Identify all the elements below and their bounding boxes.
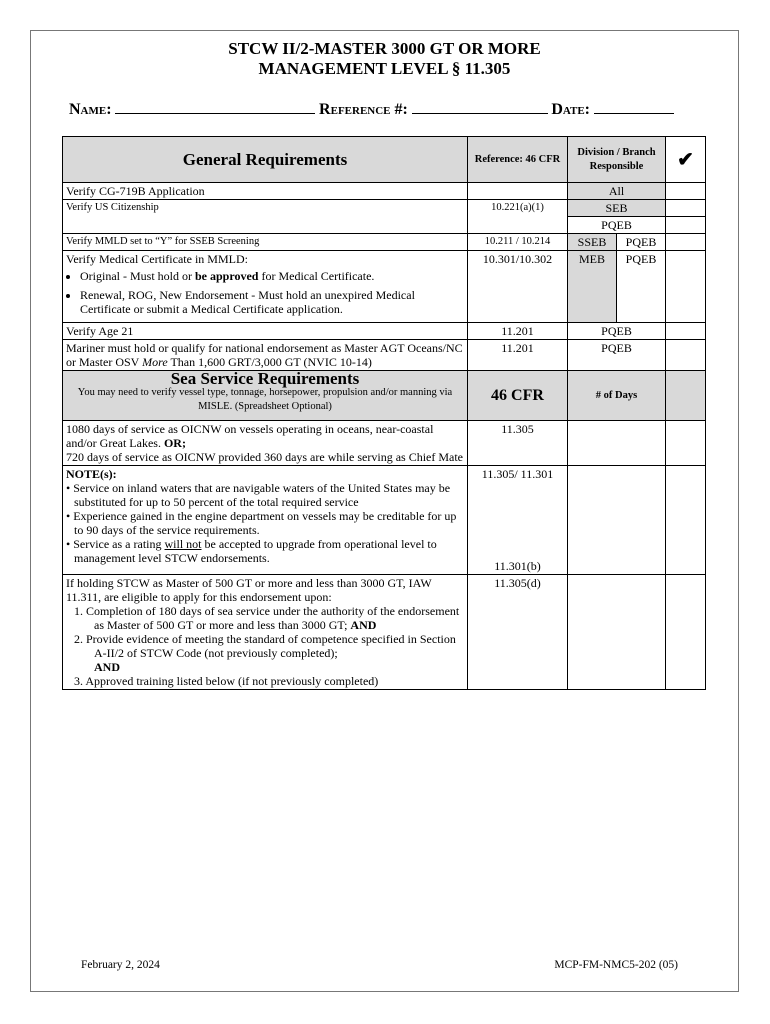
reference-label: Reference #: bbox=[319, 101, 408, 118]
holding-item: Approved training listed below (if not previously completed) bbox=[85, 674, 379, 688]
row-text bbox=[63, 340, 468, 371]
title-line-1: STCW II/2-MASTER 3000 GT OR MORE bbox=[228, 39, 541, 58]
table-row bbox=[63, 323, 706, 340]
row-text: Verify US Citizenship bbox=[63, 200, 468, 234]
reference-header: Reference: 46 CFR bbox=[468, 137, 568, 183]
division-header: Division / Branch Responsible bbox=[568, 137, 666, 183]
list-item: • Service on inland waters that are navigable waters of the United States may be substituted for up to 50 percent of the total required service bbox=[66, 481, 451, 509]
row-days[interactable] bbox=[568, 466, 666, 575]
row-ref: 11.305(d) bbox=[468, 575, 568, 690]
national-text: Than 1,600 GRT/3,000 GT (NVIC 10-14) bbox=[167, 355, 372, 369]
checkmark-icon: ✔ bbox=[666, 137, 706, 183]
row-text bbox=[63, 466, 468, 575]
list-item bbox=[80, 269, 464, 283]
national-emphasis: More bbox=[142, 355, 168, 369]
row-check[interactable] bbox=[666, 200, 706, 217]
medical-title: Verify Medical Certificate in MMLD: bbox=[66, 252, 248, 266]
note-text: be accepted to upgrade from operational level to management level STCW endorsements. bbox=[74, 537, 437, 565]
row-text bbox=[63, 575, 468, 690]
name-label: Name: bbox=[69, 101, 112, 118]
holding-and: AND bbox=[94, 660, 120, 674]
table-row bbox=[63, 466, 706, 575]
row-ref: 10.301/10.302 bbox=[468, 251, 568, 323]
title-line-2: MANAGEMENT LEVEL § 11.305 bbox=[258, 59, 511, 78]
table-row bbox=[63, 251, 706, 323]
row-ref bbox=[468, 466, 568, 575]
table-row bbox=[63, 234, 706, 251]
bullet-text: for Medical Certificate. bbox=[258, 269, 375, 283]
cfr-header: 46 CFR bbox=[468, 371, 568, 421]
row-division: PQEB bbox=[568, 323, 666, 340]
row-division: PQEB bbox=[568, 340, 666, 371]
row-check[interactable] bbox=[666, 183, 706, 200]
row-division-b: PQEB bbox=[617, 234, 666, 251]
date-label: Date: bbox=[551, 101, 591, 118]
sea-service-subtitle: You may need to verify vessel type, tonnage, horsepower, propulsion and/or manning via MISLE. (Spreadsheet Optional) bbox=[77, 387, 453, 412]
notes-ref-1: 11.305/ 11.301 bbox=[481, 467, 554, 481]
header-fields bbox=[69, 101, 674, 119]
holding-and: AND bbox=[350, 618, 377, 632]
row-division-a: SSEB bbox=[568, 234, 617, 251]
list-item: • Experience gained in the engine department on vessels may be creditable for up to 90 days of the service requirements. bbox=[66, 509, 457, 537]
row-division: PQEB bbox=[568, 217, 666, 234]
row-text bbox=[63, 251, 468, 323]
general-header-row bbox=[63, 137, 706, 183]
list-item: 2. Provide evidence of meeting the standard of competence specified in Section A-II/2 of STCW Code (not previously completed); bbox=[74, 632, 456, 660]
row-ref: 11.201 bbox=[468, 340, 568, 371]
sea-header-row bbox=[63, 371, 706, 421]
row-check[interactable] bbox=[666, 421, 706, 466]
list-item: • Renewal, ROG, New Endorsement - Must hold an unexpired Medical Certificate or submit a Medical Certificate application. bbox=[80, 288, 464, 316]
bullet-bold: be approved bbox=[195, 269, 259, 283]
row-ref: 11.305 bbox=[468, 421, 568, 466]
reference-field[interactable] bbox=[412, 101, 548, 114]
document-page bbox=[30, 30, 739, 992]
row-ref: 10.221(a)(1) bbox=[468, 200, 568, 234]
date-field[interactable] bbox=[594, 101, 674, 114]
note-text: Service as a rating bbox=[73, 537, 165, 551]
table-row bbox=[63, 200, 706, 217]
list-item: 1. Completion of 180 days of sea service under the authority of the endorsement as Master of 500 GT or more and less than 3000 GT; AND bbox=[74, 604, 460, 632]
row-division-a: MEB bbox=[568, 251, 617, 323]
row-division: SEB bbox=[568, 200, 666, 217]
row-check[interactable] bbox=[666, 575, 706, 690]
row-ref: 10.211 / 10.214 bbox=[468, 234, 568, 251]
table-row bbox=[63, 340, 706, 371]
row-division-b: PQEB bbox=[617, 251, 666, 323]
row-check[interactable] bbox=[666, 234, 706, 251]
name-field[interactable] bbox=[115, 101, 315, 114]
row-check[interactable] bbox=[666, 323, 706, 340]
row-check[interactable] bbox=[666, 217, 706, 234]
holding-item: Completion of 180 days of sea service under the authority of the endorsement as Master of 500 GT or more and less than 3000 GT; bbox=[86, 604, 460, 632]
holding-item: Provide evidence of meeting the standard of competence specified in Section A-II/2 of STCW Code (not previously completed); bbox=[86, 632, 456, 660]
row-ref: 11.201 bbox=[468, 323, 568, 340]
medical-bullets bbox=[66, 269, 464, 316]
general-requirements-header: General Requirements bbox=[63, 137, 468, 183]
row-ref bbox=[468, 183, 568, 200]
holding-and-2 bbox=[66, 660, 464, 674]
service-text: 1080 days of service as OICNW on vessels operating in oceans, near-coastal and/or Great Lakes. bbox=[66, 422, 434, 450]
page-title bbox=[31, 39, 738, 79]
row-text: Verify MMLD set to “Y” for SSEB Screening bbox=[63, 234, 468, 251]
requirements-table bbox=[62, 136, 706, 690]
note-text: Service on inland waters that are navigable waters of the United States may be substituted for up to 50 percent of the total required service bbox=[73, 481, 451, 509]
row-check[interactable] bbox=[666, 251, 706, 323]
sea-check-header bbox=[666, 371, 706, 421]
table-row bbox=[63, 421, 706, 466]
note-text: Experience gained in the engine department on vessels may be creditable for up to 90 days of the service requirements. bbox=[73, 509, 457, 537]
row-check[interactable] bbox=[666, 466, 706, 575]
notes-ref-2: 11.301(b) bbox=[494, 559, 541, 573]
row-days[interactable] bbox=[568, 575, 666, 690]
bullet-text: Original - Must hold or bbox=[80, 269, 195, 283]
row-text: Verify CG-719B Application bbox=[63, 183, 468, 200]
row-text bbox=[63, 421, 468, 466]
service-text: 720 days of service as OICNW provided 360 days are while serving as Chief Mate bbox=[66, 450, 464, 464]
table-row bbox=[63, 575, 706, 690]
row-division: All bbox=[568, 183, 666, 200]
footer-form-id: MCP-FM-NMC5-202 (05) bbox=[554, 959, 678, 971]
notes-title: NOTE(s): bbox=[66, 467, 117, 481]
footer-date: February 2, 2024 bbox=[81, 959, 160, 971]
row-days[interactable] bbox=[568, 421, 666, 466]
sea-service-title: Sea Service Requirements bbox=[170, 369, 360, 388]
row-text: Verify Age 21 bbox=[63, 323, 468, 340]
holding-intro: If holding STCW as Master of 500 GT or more and less than 3000 GT, IAW 11.311, are eligible to apply for this endorsement upon: bbox=[66, 576, 432, 604]
list-item: 3. Approved training listed below (if not previously completed) bbox=[74, 674, 379, 688]
note-underline: will not bbox=[164, 537, 202, 551]
service-or: OR; bbox=[163, 436, 186, 450]
national-text: Mariner must hold or qualify for national endorsement as Master AGT Oceans/NC or Master OSV bbox=[66, 341, 463, 369]
sea-service-header bbox=[63, 371, 468, 421]
table-row bbox=[63, 183, 706, 200]
days-header: # of Days bbox=[568, 371, 666, 421]
row-check[interactable] bbox=[666, 340, 706, 371]
list-item: • Service as a rating will not be accepted to upgrade from operational level to management level STCW endorsements. bbox=[66, 537, 437, 565]
